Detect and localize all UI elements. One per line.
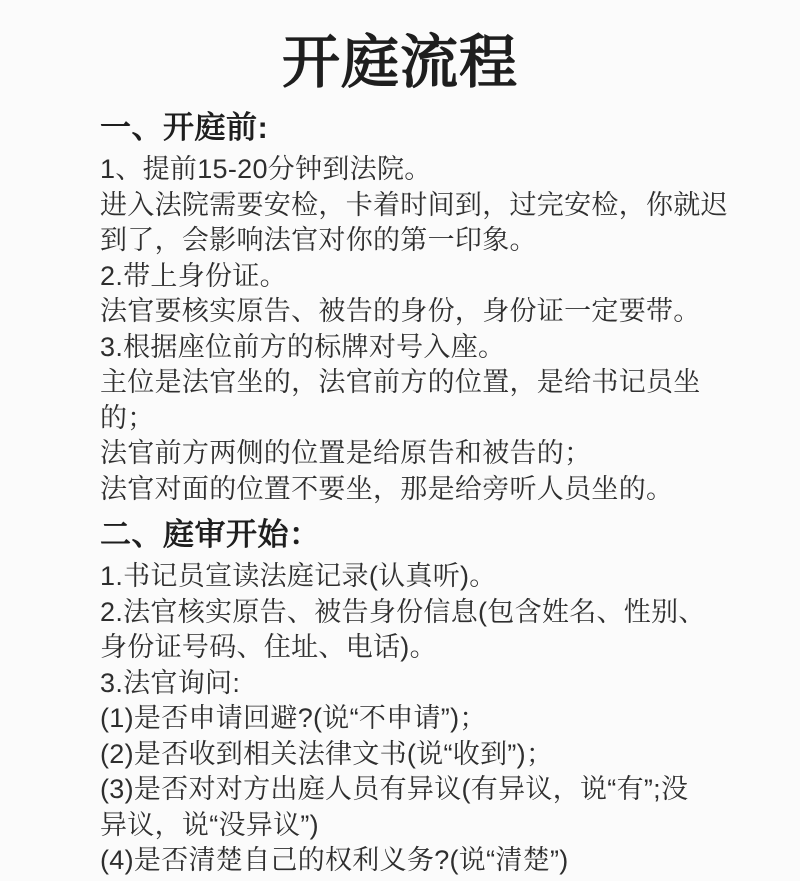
text-line: 主位是法官坐的，法官前方的位置，是给书记员坐 bbox=[100, 367, 701, 397]
text-line: 1、提前15-20分钟到法院。 bbox=[100, 154, 432, 184]
text-line: 3.根据座位前方的标牌对号入座。 bbox=[100, 331, 506, 362]
text-line: 进入法院需要安检，卡着时间到，过完安检，你就迟 bbox=[100, 189, 728, 220]
text-line: (2)是否收到相关法律文书(说“收到”)； bbox=[100, 738, 554, 769]
text-line: 异议，说“没异议”) bbox=[100, 809, 319, 840]
text-line: 3.法官询问: bbox=[100, 667, 241, 698]
text-line: 2.带上身份证。 bbox=[100, 260, 287, 291]
text-line: (1)是否申请回避?(说“不申请”)； bbox=[100, 703, 487, 733]
text-line: (4)是否清楚自己的权利义务?(说“清楚”) bbox=[100, 845, 569, 875]
text-line: (3)是否对对方出庭人员有异议(有异议，说“有”;没 bbox=[100, 774, 689, 804]
document-title: 开庭流程 bbox=[281, 30, 518, 95]
text-line: 到了，会影响法官对你的第一印象。 bbox=[100, 225, 537, 255]
text-line: 的； bbox=[100, 402, 155, 433]
text-line: 2.法官核实原告、被告身份信息(包含姓名、性别、 bbox=[100, 596, 706, 627]
section-heading-before-hearing: 一、开庭前: bbox=[100, 110, 269, 145]
text-line: 法官对面的位置不要坐，那是给旁听人员坐的。 bbox=[100, 473, 674, 504]
document-body bbox=[100, 100, 728, 879]
text-line: 身份证号码、住址、电话)。 bbox=[100, 632, 437, 662]
section-heading-hearing-start: 二、庭审开始： bbox=[100, 517, 321, 552]
text-line: 法官前方两侧的位置是给原告和被告的； bbox=[100, 438, 592, 468]
text-line: 法官要核实原告、被告的身份，身份证一定要带。 bbox=[100, 296, 701, 326]
text-line: 1.书记员宣读法庭记录(认真听)。 bbox=[100, 561, 497, 591]
